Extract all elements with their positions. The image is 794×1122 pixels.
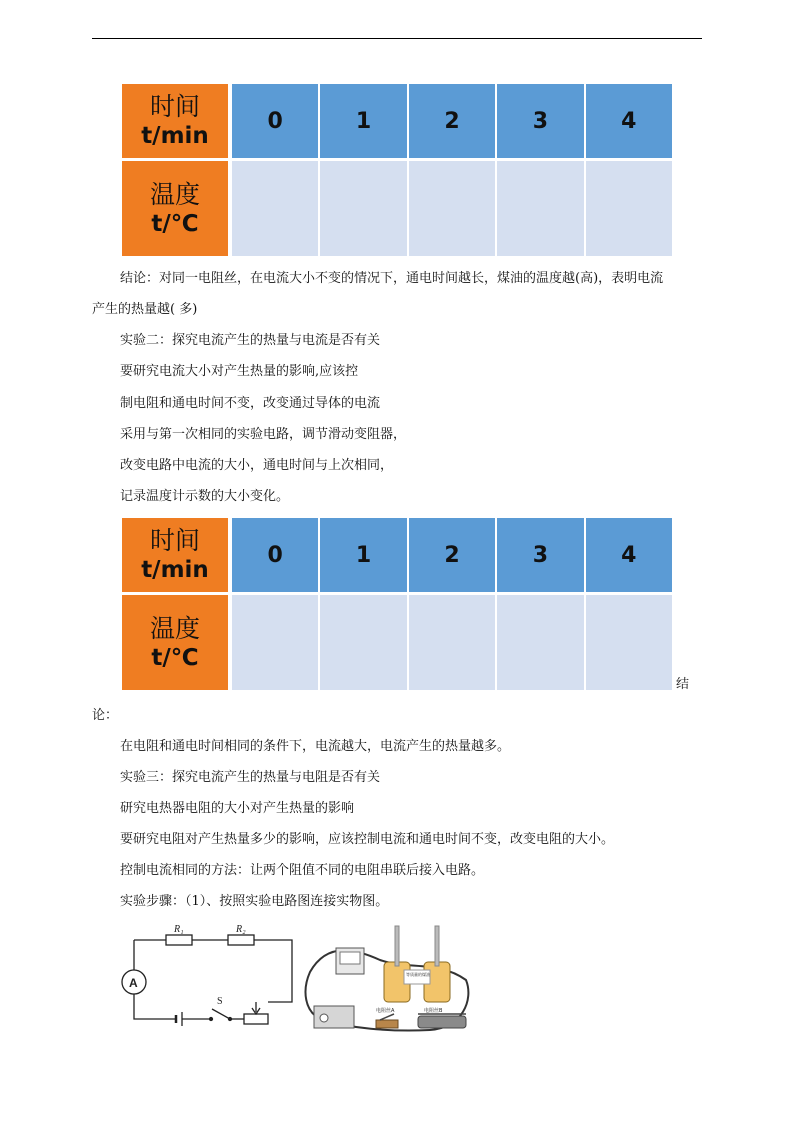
conclusion-2-text: 在电阻和通电时间相同的条件下，电流越大，电流产生的热量越多。 (120, 739, 511, 754)
temperature-cell (318, 161, 406, 256)
switch-lever (212, 1009, 230, 1019)
temperature-header (122, 595, 230, 690)
resistor-a-label: 电阻丝A (376, 1008, 395, 1014)
time-value: 0 (230, 518, 318, 595)
temperature-header-unit: t/℃ (151, 644, 199, 671)
data-table-1 (122, 84, 672, 256)
conclusion-2-label-start: 结 (676, 677, 690, 692)
time-header-unit: t/min (141, 123, 209, 149)
switch-label: S (217, 996, 223, 1007)
rheostat-device-icon (418, 1016, 466, 1028)
temperature-cell (230, 161, 318, 256)
flask-label: 等质量的煤油 (406, 972, 430, 977)
time-header (122, 518, 230, 595)
data-table-2 (122, 518, 672, 690)
temperature-cell (407, 595, 495, 690)
conclusion-1-line-1: 结论：对同一电阻丝，在电流大小不变的情况下，通电时间越长，煤油的温度越(高)，表明电流 (120, 271, 664, 286)
experiment-2-line-2: 制电阻和通电时间不变，改变通过导体的电流 (120, 396, 381, 411)
experiment-2-line-4: 改变电路中电流的大小，通电时间与上次相同， (120, 458, 394, 473)
experiment-3-line-3: 控制电流相同的方法：让两个阻值不同的电阻串联后接入电路。 (120, 863, 485, 878)
top-rule (92, 38, 702, 39)
ammeter-label: A (129, 976, 138, 990)
time-value: 2 (407, 518, 495, 595)
time-value: 4 (584, 84, 672, 161)
experiment-3-line-4: 实验步骤：（1）、按照实验电路图连接实物图。 (120, 894, 389, 909)
time-value: 2 (407, 84, 495, 161)
temperature-cell (230, 595, 318, 690)
resistor-r2-symbol (228, 935, 254, 945)
time-header (122, 84, 230, 161)
experiment-2-line-1: 要研究电流大小对产生热量的影响,应该控 (120, 364, 359, 379)
experiment-2-title: 实验二：探究电流产生的热量与电流是否有关 (120, 333, 381, 348)
temperature-cell (584, 161, 672, 256)
temperature-header-cn: 温度 (149, 179, 200, 209)
temperature-header-unit: t/℃ (151, 210, 199, 237)
r1-label: R₁ (174, 924, 184, 935)
temperature-cell (584, 595, 672, 690)
apparatus-illustration (302, 922, 478, 1038)
experiment-2-line-3: 采用与第一次相同的实验电路，调节滑动变阻器， (120, 427, 407, 442)
time-value: 1 (318, 84, 406, 161)
conclusion-1-line-2: 产生的热量越( 多) (92, 302, 198, 317)
rheostat-symbol (244, 1014, 268, 1024)
time-header-unit: t/min (141, 557, 209, 583)
temperature-header (122, 161, 230, 256)
resistor-r1-symbol (166, 935, 192, 945)
temperature-header-cn: 温度 (149, 613, 200, 643)
temperature-cell (495, 161, 583, 256)
circuit-diagram (122, 935, 292, 1026)
temperature-cell (495, 595, 583, 690)
time-value: 3 (495, 518, 583, 595)
resistor-b-label: 电阻丝B (424, 1008, 443, 1014)
time-value: 0 (230, 84, 318, 161)
switch-device-icon (376, 1020, 398, 1028)
time-value: 3 (495, 84, 583, 161)
time-header-cn: 时间 (149, 526, 200, 555)
conclusion-2-label-end: 论： (92, 708, 119, 723)
experiment-3-line-1: 研究电热器电阻的大小对产生热量的影响 (120, 801, 355, 816)
experiment-3-title: 实验三：探究电流产生的热量与电阻是否有关 (120, 770, 381, 785)
time-header-cn: 时间 (149, 92, 200, 121)
experiment-2-line-5: 记录温度计示数的大小变化。 (120, 489, 290, 504)
temperature-cell (318, 595, 406, 690)
experiment-diagram (118, 920, 480, 1040)
temperature-cell (407, 161, 495, 256)
r2-label: R₂ (236, 924, 246, 935)
time-value: 1 (318, 518, 406, 595)
time-value: 4 (584, 518, 672, 595)
experiment-3-line-2: 要研究电阻对产生热量多少的影响，应该控制电流和通电时间不变，改变电阻的大小。 (120, 832, 615, 847)
